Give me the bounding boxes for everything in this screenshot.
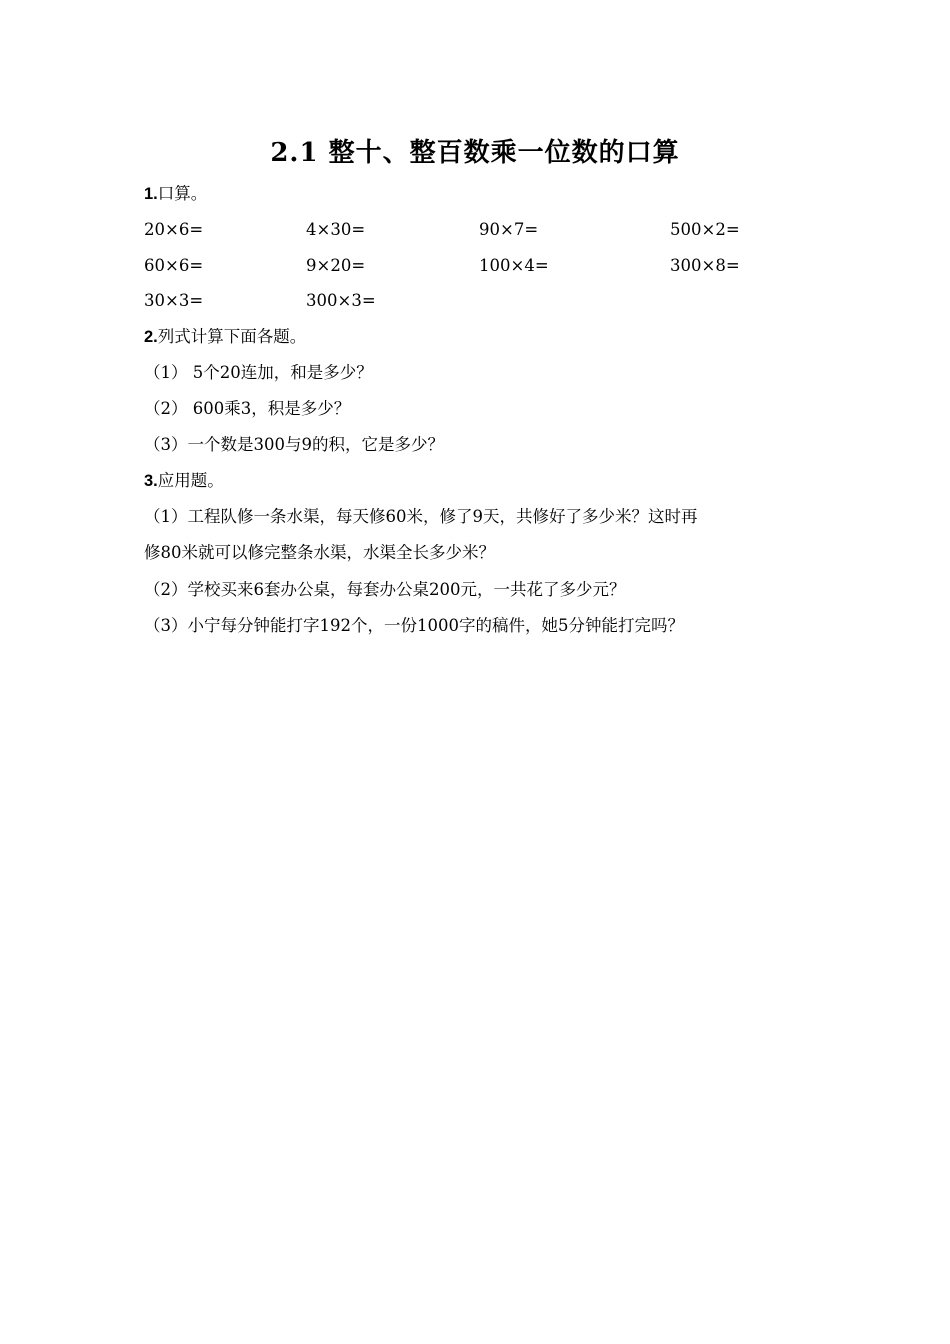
problem-1-1: 20×6= [144,220,204,239]
problem-1-4: 500×2= [670,220,740,239]
problem-3-1: 30×3= [144,291,204,310]
section-3-item-1-line-2: 修80米就可以修完整条水渠，水渠全长多少米？ [144,543,495,562]
section-3-number: 3. [144,472,158,490]
section-3-heading [144,469,224,493]
section-1-heading [144,182,207,206]
problem-2-4: 300×8= [670,256,740,275]
section-1-title: 口算。 [157,184,208,203]
section-3-item-1-line-1: （1）工程队修一条水渠，每天修60米，修了9天，共修好了多少米？这时再 [144,507,698,526]
section-2-number: 2. [144,328,158,346]
section-2-heading [144,325,306,349]
problem-2-1: 60×6= [144,256,204,275]
section-2-title: 列式计算下面各题。 [157,327,307,346]
section-1-number: 1. [144,185,158,203]
section-3-title: 应用题。 [157,471,224,490]
problem-3-2: 300×3= [306,291,376,310]
section-2-item-2: （2） 600乘3，积是多少？ [144,399,351,418]
section-2-item-1: （1） 5个20连加，和是多少？ [144,363,373,382]
page-title: 2.1 整十、整百数乘一位数的口算 [270,138,680,168]
problem-2-2: 9×20= [306,256,366,275]
section-3-item-3: （3）小宁每分钟能打字192个，一份1000字的稿件，她5分钟能打完吗？ [144,616,684,635]
section-3-item-2: （2）学校买来6套办公桌，每套办公桌200元，一共花了多少元？ [144,580,626,599]
problem-1-2: 4×30= [306,220,366,239]
section-2-item-3: （3）一个数是300与9的积，它是多少？ [144,435,444,454]
problem-2-3: 100×4= [479,256,549,275]
problem-1-3: 90×7= [479,220,539,239]
